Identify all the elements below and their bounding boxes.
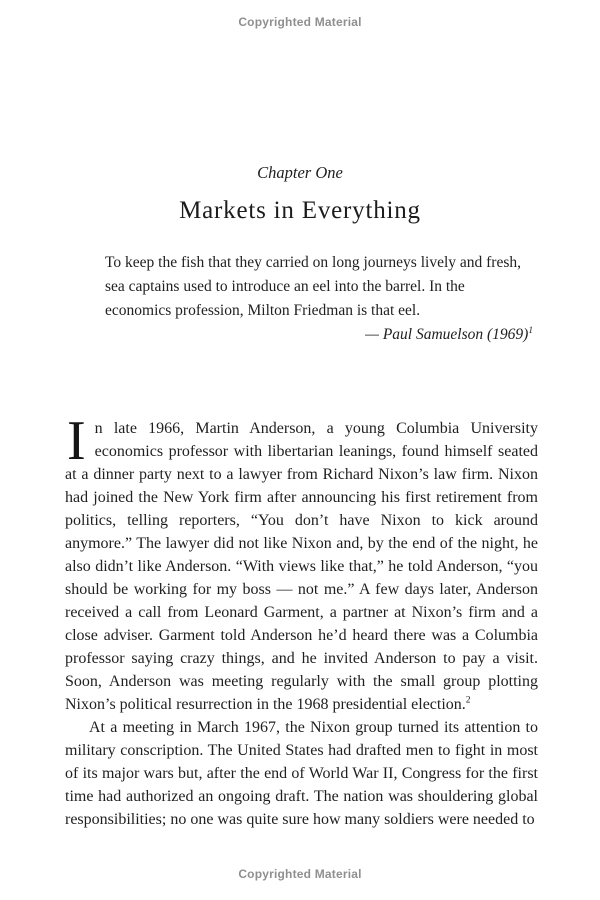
copyright-notice-bottom: Copyrighted Material	[238, 867, 362, 881]
footnote-ref-1: 1	[528, 325, 533, 336]
paragraph-1	[65, 410, 538, 716]
epigraph	[105, 251, 533, 347]
paragraph-1-text: n late 1966, Martin Anderson, a young Columbia University economics professor with libertarian leanings, found himself seated at a dinner party next to a lawyer from Richard Nixon’s law firm. Nixon had joined the New York firm after announcing his first retirement from politics, telling reporters, “You don’t have Nixon to kick around anymore.” The lawyer did not like Nixon and, by the end of the night, he also didn’t like Anderson. “With views like that,” he told Anderson, “you should be working for my boss — not me.” A few days later, Anderson received a call from Leonard Garment, a partner at Nixon’s firm and a close adviser. Garment told Anderson he’d heard there was a Columbia professor saying crazy things, and he invited Anderson to pay a visit. Soon, Anderson was meeting regularly with the small group plotting Nixon’s political resurrection in the 1968 presidential election.	[65, 420, 538, 713]
chapter-label: Chapter One	[257, 163, 343, 182]
body-text	[65, 410, 538, 831]
chapter-title: Markets in Everything	[179, 197, 421, 224]
copyright-notice-top: Copyrighted Material	[238, 15, 362, 29]
epigraph-text: To keep the fish that they carried on long journeys lively and fresh, sea captains used to introduce an eel into the barrel. In the economics profession, Milton Friedman is that eel.	[105, 254, 522, 319]
epigraph-attribution-text: — Paul Samuelson (1969)	[365, 326, 529, 343]
epigraph-attribution	[105, 323, 533, 347]
drop-cap: I	[67, 410, 86, 472]
footnote-ref-2: 2	[465, 694, 471, 706]
paragraph-2: At a meeting in March 1967, the Nixon group turned its attention to military conscription. The United States had drafted men to fight in most of its major wars but, after the end of World War II, Congress for the first time had authorized an ongoing draft. The nation was shouldering global responsibilities; no one was quite sure how many soldiers were needed to	[65, 719, 538, 828]
